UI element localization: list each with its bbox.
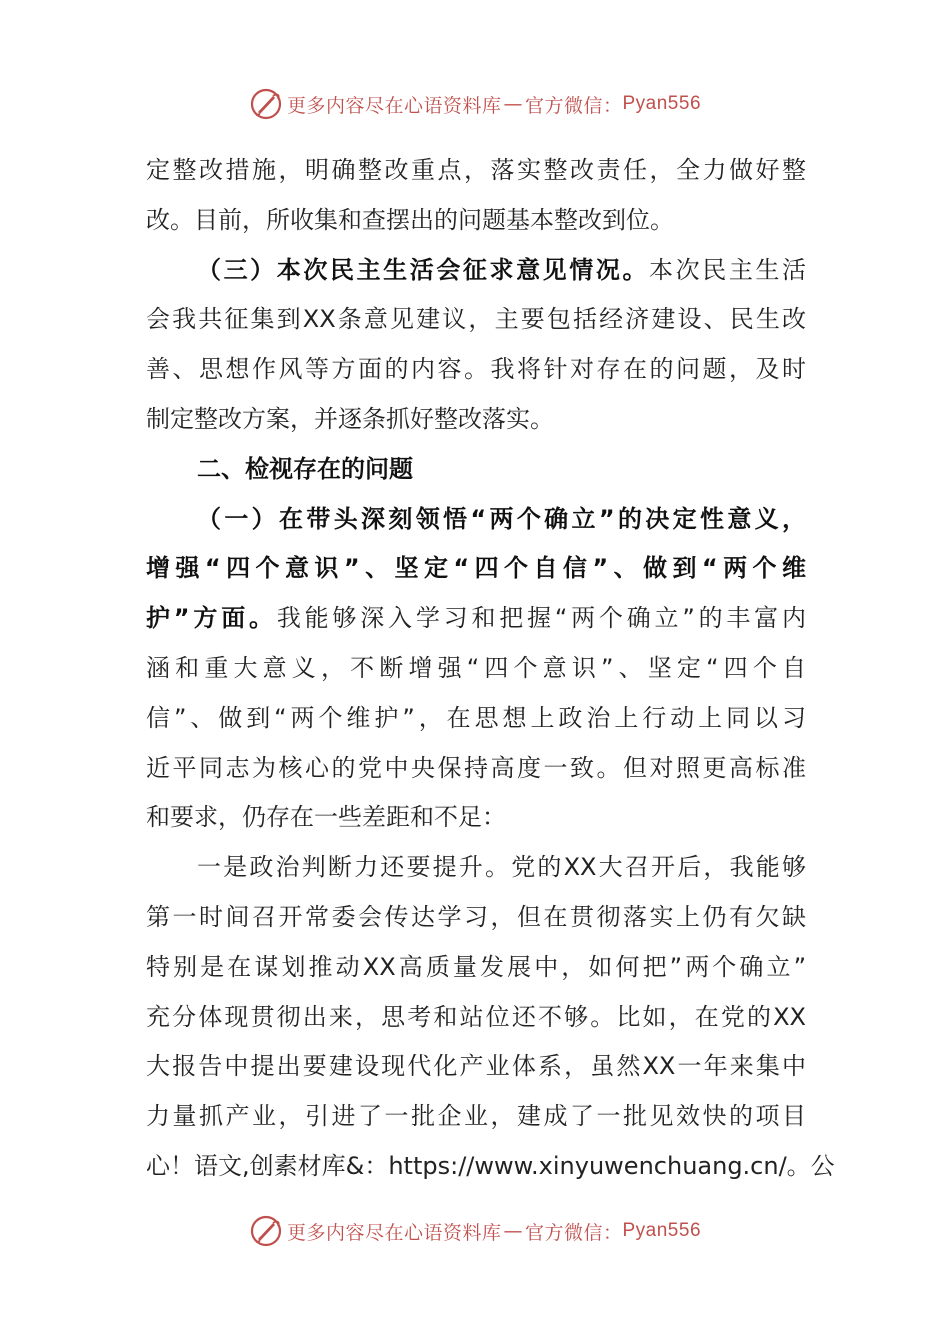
document-body (146, 146, 835, 1192)
text-line: 善、思想作风等方面的内容。我将针对存在的问题，及时 (146, 355, 806, 384)
text-line: 第一时间召开常委会传达学习，但在贯彻落实上仍有欠缺 (146, 902, 806, 931)
banner-dash: — (503, 1220, 523, 1242)
quill-logo-icon (249, 87, 283, 121)
banner-wechat-label: 官方微信： (524, 94, 623, 117)
text-line: 充分体现贯彻出来，思考和站位还不够。比如，在党的XX (146, 1002, 806, 1031)
text-line: 和要求，仍存在一些差距和不足： (146, 803, 506, 832)
banner-dash: — (503, 93, 523, 115)
text-line (146, 495, 806, 545)
text-run: 我能够深入学习和把握“两个确立”的丰富内 (276, 604, 806, 633)
text-run: 本次民主生活 (649, 255, 807, 284)
text-line: 一是政治判断力还要提升。党的XX大召开后，我能够 (197, 853, 806, 882)
text-line: 增强“四个意识”、坚定“四个自信”、做到“两个维 (146, 554, 806, 583)
section-heading: （一）在带头深刻领悟“两个确立”的决定性意义， (197, 504, 806, 533)
text-line: 涵和重大意义，不断增强“四个意识”、坚定“四个自 (146, 653, 806, 682)
text-line: 大报告中提出要建设现代化产业体系，虽然XX一年来集中 (146, 1052, 806, 1081)
text-line (146, 445, 806, 495)
text-line: 会我共征集到XX条意见建议，主要包括经济建设、民生改 (146, 305, 806, 334)
text-line (146, 594, 806, 644)
section-heading: 二、检视存在的问题 (197, 454, 413, 483)
banner-wechat-id: Pyan556 (622, 1220, 702, 1241)
quill-logo-icon (249, 1214, 283, 1248)
text-line: 制定整改方案，并逐条抓好整改落实。 (146, 404, 554, 433)
text-line: 心！语文,创素材库&：https://www.xinyuwenchuang.cn/。公 (146, 1151, 835, 1180)
text-line: 特别是在谋划推动XX高质量发展中，如何把”两个确立” (146, 952, 806, 981)
text-line: 改。目前，所收集和查摆出的问题基本整改到位。 (146, 205, 674, 234)
text-line: 力量抓产业，引进了一批企业，建成了一批见效快的项目 (146, 1102, 806, 1131)
section-heading: （三）本次民主生活会征求意见情况。 (197, 255, 650, 284)
banner-wechat-label: 官方微信： (524, 1221, 623, 1244)
banner-site-text: 更多内容尽在心语资料库 (286, 94, 502, 117)
text-line: 信”、做到“两个维护”，在思想上政治上行动上同以习 (146, 703, 806, 732)
footer-watermark-banner (0, 1211, 950, 1251)
text-line: 定整改措施，明确整改重点，落实整改责任，全力做好整 (146, 156, 806, 184)
header-watermark-banner (0, 84, 950, 124)
text-line (146, 246, 806, 296)
text-line: 近平同志为核心的党中央保持高度一致。但对照更高标准 (146, 753, 806, 782)
banner-wechat-id: Pyan556 (622, 93, 702, 114)
section-heading: 护”方面。 (146, 604, 277, 633)
banner-site-text: 更多内容尽在心语资料库 (286, 1221, 502, 1244)
